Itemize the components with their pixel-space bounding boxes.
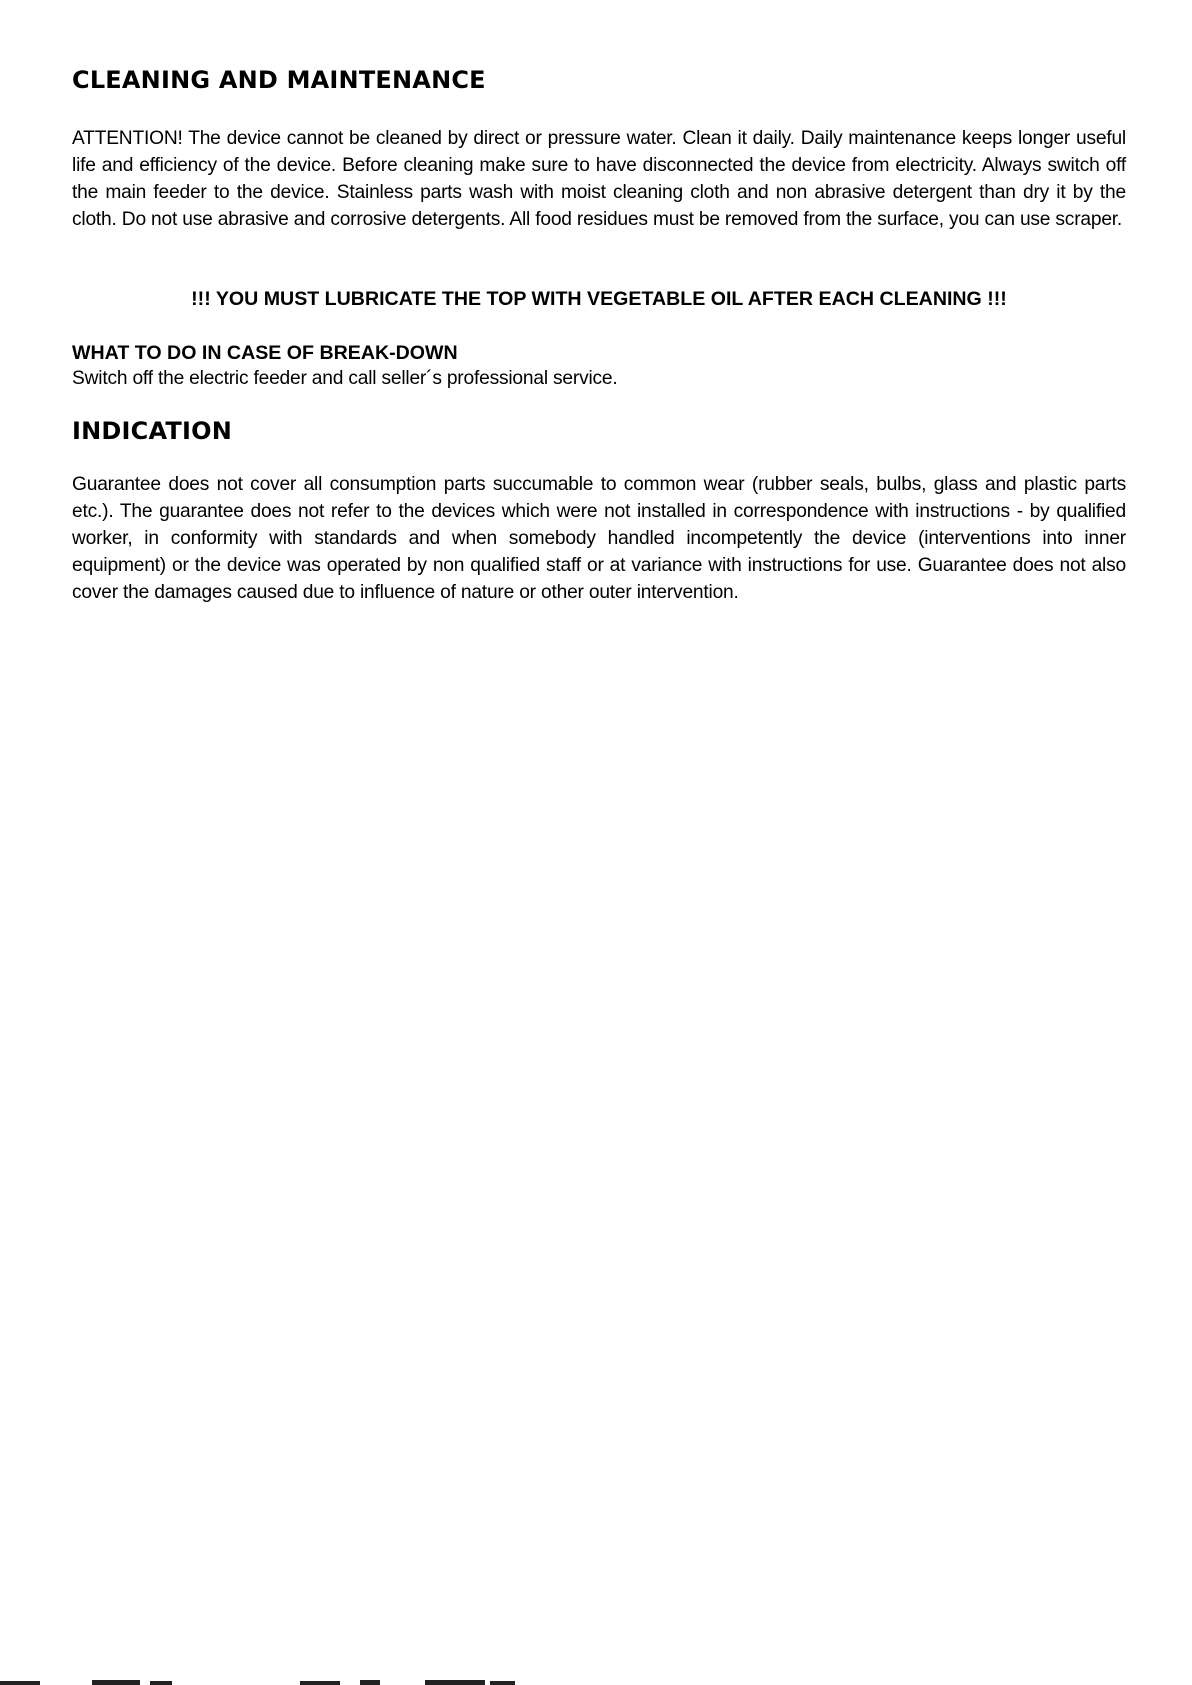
cut-off-footer-text: [0, 1675, 560, 1685]
breakdown-heading: WHAT TO DO IN CASE OF BREAK-DOWN: [72, 342, 458, 364]
cleaning-paragraph: ATTENTION! The device cannot be cleaned by direct or pressure water. Clean it daily. Daily maintenance keeps longer useful life and efficiency of the device. Before cleaning make sure to have disconnected the device from electricity. Always switch off the main feeder to the device. Stainless parts wash with moist cleaning cloth and non abrasive detergent than dry it by the cloth. Do not use abrasive and corrosive detergents. All food residues must be removed from the surface, you can use scraper.: [72, 128, 1126, 230]
breakdown-text: Switch off the electric feeder and call seller´s professional service.: [72, 368, 618, 389]
cleaning-heading: CLEANING AND MAINTENANCE: [72, 66, 486, 94]
breakdown-section: [72, 340, 1126, 392]
indication-heading: INDICATION: [72, 417, 232, 445]
guarantee-paragraph: Guarantee does not cover all consumption parts succumable to common wear (rubber seals, bulbs, glass and plastic parts etc.). The guarantee does not refer to the devices which were not installed in correspondence with instructions - by qualified worker, in conformity with standards and when somebody handled incompetently the device (interventions into inner equipment) or the device was operated by non qualified staff or at variance with instructions for use. Guarantee does not also cover the damages caused due to influence of nature or other outer intervention.: [72, 474, 1126, 603]
lubrication-warning: !!! YOU MUST LUBRICATE THE TOP WITH VEGETABLE OIL AFTER EACH CLEANING !!!: [191, 288, 1007, 310]
